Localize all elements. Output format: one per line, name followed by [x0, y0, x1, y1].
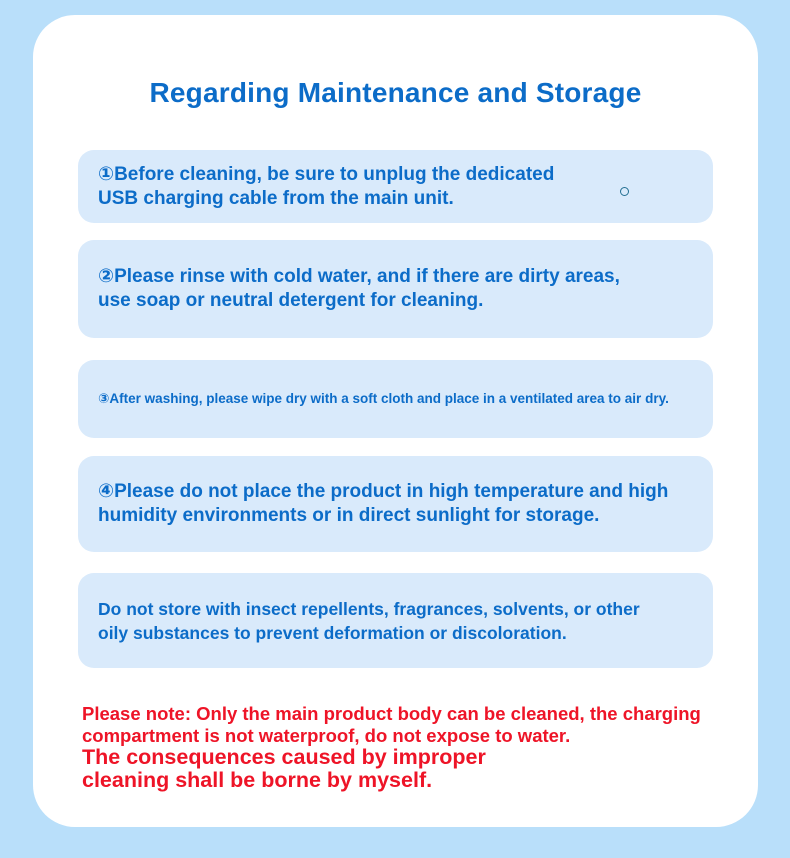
- warning-note-line: compartment is not waterproof, do not expose to water.: [82, 724, 571, 746]
- circle-marker-icon: [620, 187, 629, 196]
- warning-note: [82, 703, 732, 791]
- instruction-box-4: [78, 456, 713, 552]
- instruction-box-3: [78, 360, 713, 438]
- instruction-box-5: [78, 573, 713, 668]
- instruction-line: ①Before cleaning, be sure to unplug the dedicated: [98, 163, 555, 185]
- instruction-box-1: [78, 150, 713, 223]
- instruction-line: USB charging cable from the main unit.: [98, 187, 454, 209]
- warning-note-line: cleaning shall be borne by myself.: [82, 767, 433, 792]
- instruction-box-2: [78, 240, 713, 338]
- instruction-line: ③After washing, please wipe dry with a soft cloth and place in a ventilated area to air dry.: [98, 391, 669, 406]
- instruction-line: ④Please do not place the product in high temperature and high: [98, 481, 669, 502]
- maintenance-card: [33, 15, 758, 827]
- warning-note-line: Please note: Only the main product body can be cleaned, the charging: [82, 703, 701, 724]
- warning-note-line: The consequences caused by improper: [82, 745, 486, 769]
- instruction-line: Do not store with insect repellents, fragrances, solvents, or other: [98, 598, 640, 619]
- instruction-line: use soap or neutral detergent for cleaning.: [98, 290, 484, 311]
- instruction-line: oily substances to prevent deformation or discoloration.: [98, 622, 567, 643]
- page-title: Regarding Maintenance and Storage: [149, 77, 642, 108]
- instruction-line: humidity environments or in direct sunlight for storage.: [98, 505, 600, 526]
- instruction-line: ②Please rinse with cold water, and if there are dirty areas,: [98, 266, 620, 287]
